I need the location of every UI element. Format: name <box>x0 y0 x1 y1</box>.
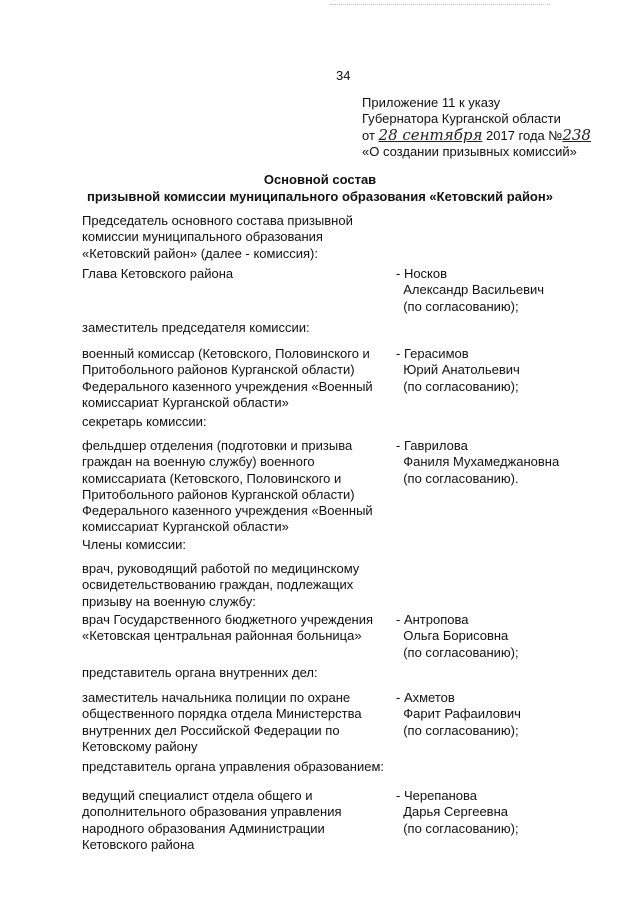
section-5-left <box>82 438 382 536</box>
section-3-person <box>396 346 626 395</box>
text-line: ведущий специалист отдела общего и <box>82 788 313 803</box>
person-line: Фаниля Мухамеджановна <box>396 454 560 470</box>
text-line: Федерального казенного учреждения «Военный <box>82 378 373 394</box>
person-line: (по согласованию); <box>396 820 519 836</box>
text-line: представитель органа управления образованием: <box>82 759 385 774</box>
text-line: внутренних дел Российской Федерации по <box>82 722 340 738</box>
text-line: Кетовскому району <box>82 738 198 754</box>
text-line: Председатель основного состава призывной <box>82 213 353 228</box>
section-11-left <box>82 759 385 775</box>
text-line: Кетовского района <box>82 836 195 852</box>
text-line: комиссариат Курганской области» <box>82 519 289 535</box>
section-0-left <box>82 213 382 262</box>
text-line: Федерального казенного учреждения «Военный <box>82 503 373 519</box>
person-line: Александр Васильевич <box>396 282 545 298</box>
section-6-left <box>82 537 382 553</box>
title-line-2: призывной комиссии муниципального образования «Кетовский район» <box>87 189 553 204</box>
handwritten-number: 238 <box>562 126 591 144</box>
text-line: представитель органа внутренних дел: <box>82 665 318 680</box>
section-9-left <box>82 665 382 681</box>
text-line: комиссии муниципального образования <box>82 229 323 245</box>
date-year: 2017 года № <box>486 128 563 143</box>
section-8-left <box>82 612 382 645</box>
person-line: Фарит Рафаилович <box>396 706 521 722</box>
text-line: народного образования Администрации <box>82 820 325 836</box>
person-line: - Носков <box>396 266 448 281</box>
section-2-left <box>82 320 382 336</box>
person-line: (по согласованию); <box>396 378 519 394</box>
page-number: 34 <box>336 68 351 83</box>
person-line: Ольга Борисовна <box>396 628 509 644</box>
section-4-left <box>82 414 382 430</box>
text-line: «Кетовская центральная районная больница» <box>82 628 362 644</box>
person-line: (по согласованию); <box>396 722 519 738</box>
text-line: дополнительного образования управления <box>82 804 342 820</box>
appendix-line-1: Приложение 11 к указу <box>362 95 501 110</box>
person-line: Юрий Анатольевич <box>396 362 520 378</box>
person-line: (по согласованию). <box>396 470 519 486</box>
text-line: Притобольного районов Курганской области) <box>82 362 355 378</box>
text-line: заместитель начальника полиции по охране <box>82 690 351 705</box>
section-3-left <box>82 346 382 411</box>
section-1-left <box>82 266 382 282</box>
appendix-date-line <box>362 127 591 144</box>
section-12-person <box>396 788 626 837</box>
text-line: фельдшер отделения (подготовки и призыва <box>82 438 353 453</box>
person-line: (по согласованию); <box>396 644 519 660</box>
document-title <box>0 171 640 205</box>
text-line: призыву на военную службу: <box>82 593 256 609</box>
text-line: Члены комиссии: <box>82 537 187 552</box>
text-line: Глава Кетовского района <box>82 266 234 281</box>
person-line: - Ахметов <box>396 690 455 705</box>
text-line: врач Государственного бюджетного учреждения <box>82 612 374 627</box>
text-line: врач, руководящий работой по медицинскому <box>82 561 360 576</box>
section-7-left <box>82 561 382 610</box>
section-12-left <box>82 788 382 853</box>
title-line-1: Основной состав <box>263 172 377 187</box>
person-line: - Черепанова <box>396 788 477 803</box>
text-line: секретарь комиссии: <box>82 414 207 429</box>
section-1-person <box>396 266 626 315</box>
text-line: общественного порядка отдела Министерства <box>82 706 362 722</box>
appendix-line-4: «О создании призывных комиссий» <box>362 144 577 159</box>
text-line: граждан на военную службу) военного <box>82 454 315 470</box>
text-line: Притобольного районов Курганской области) <box>82 486 355 502</box>
person-line: (по согласованию); <box>396 298 519 314</box>
person-line: Дарья Сергеевна <box>396 804 508 820</box>
appendix-header <box>362 95 591 160</box>
person-line: - Антропова <box>396 612 469 627</box>
scan-artifact <box>330 4 550 8</box>
section-5-person <box>396 438 626 487</box>
text-line: заместитель председателя комиссии: <box>82 320 310 335</box>
text-line: комиссариат Курганской области» <box>82 394 289 410</box>
appendix-line-2: Губернатора Курганской области <box>362 111 561 126</box>
section-10-left <box>82 690 382 755</box>
text-line: «Кетовский район» (далее - комиссия): <box>82 245 318 261</box>
date-prefix: от <box>362 128 375 143</box>
text-line: военный комиссар (Кетовского, Половинского и <box>82 346 370 361</box>
text-line: комиссариата (Кетовского, Половинского и <box>82 470 342 486</box>
section-8-person <box>396 612 626 661</box>
section-10-person <box>396 690 626 739</box>
person-line: - Герасимов <box>396 346 469 361</box>
text-line: освидетельствованию граждан, подлежащих <box>82 577 354 593</box>
handwritten-date: 28 сентября <box>378 126 483 144</box>
person-line: - Гаврилова <box>396 438 468 453</box>
